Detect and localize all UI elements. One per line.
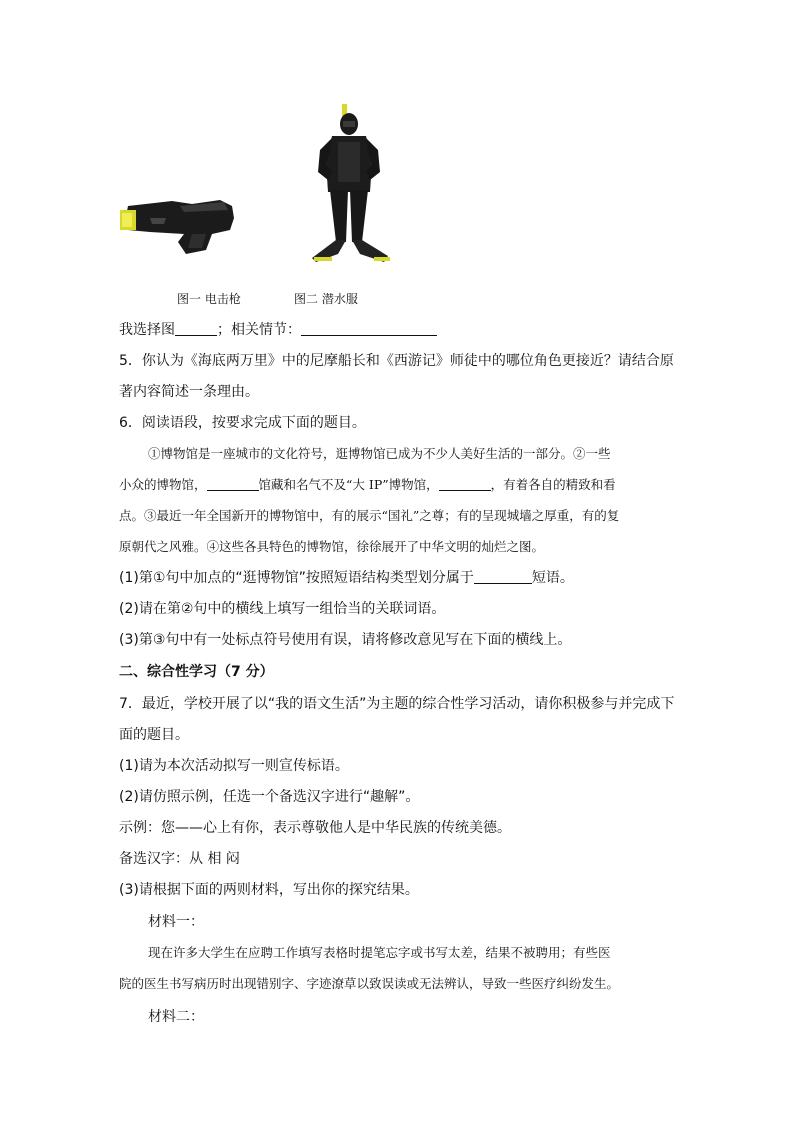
figure-caption-2: 图二 潜水服	[294, 292, 358, 306]
figure-blank[interactable]	[175, 321, 217, 336]
choose-figure-label: 我选择图	[119, 322, 175, 338]
material-1-line-1: 现在许多大学生在应聘工作填写表格时提笔忘字或书写太差，结果不被聘用；有些医	[148, 945, 611, 960]
candidate-characters: 备选汉字：从 相 闷	[119, 851, 240, 867]
subquestion-1-suffix: 短语。	[531, 570, 574, 586]
subquestion-2: (2)请在第②句中的横线上填写一组恰当的关联词语。	[119, 601, 446, 617]
question-5-line-1: 5．你认为《海底两万里》中的尼摩船长和《西游记》师徒中的哪位角色更接近？请结合原	[119, 353, 674, 369]
passage-line-3: 点。③最近一年全国新开的博物馆中，有的展示“国礼”之尊；有的呈现城墙之厚重，有的复	[119, 508, 620, 523]
question-7-sub-3: (3)请根据下面的两则材料，写出你的探究结果。	[119, 882, 419, 898]
passage-line-1: ①博物馆是一座城市的文化符号，逛博物馆已成为不少人美好生活的一部分。②一些	[148, 446, 611, 461]
passage-line-4: 原朝代之风雅。④这些各具特色的博物馆，徐徐展开了中华文明的灿烂之图。	[119, 539, 545, 554]
electric-gun-image	[120, 190, 248, 260]
material-2-label: 材料二：	[148, 1009, 204, 1025]
passage-line-2	[119, 475, 616, 495]
choose-figure-line	[119, 320, 437, 340]
question-6: 6．阅读语段，按要求完成下面的题目。	[119, 415, 366, 431]
material-1-line-2: 院的医生书写病历时出现错别字、字迹潦草以致误读或无法辨认，导致一些医疗纠纷发生。	[119, 976, 620, 991]
question-7-sub-2: (2)请仿照示例，任选一个备选汉字进行“趣解”。	[119, 789, 420, 805]
passage-line-2-part-1: 小众的博物馆，	[119, 477, 207, 492]
diving-suit-image	[292, 102, 402, 270]
subquestion-1-text: (1)第①句中加点的“逛博物馆”按照短语结构类型划分属于	[119, 570, 474, 586]
question-7-line-2: 面的题目。	[119, 727, 189, 743]
example-line: 示例：您——心上有你，表示尊敬他人是中华民族的传统美德。	[119, 820, 511, 836]
figure-caption-1: 图一 电击枪	[177, 292, 241, 306]
question-7-line-1: 7．最近，学校开展了以“我的语文生活”为主题的综合性学习活动，请你积极参与并完成下	[119, 696, 675, 712]
connective-blank-1[interactable]	[207, 476, 259, 491]
phrase-type-blank[interactable]	[474, 569, 532, 584]
subquestion-1	[119, 568, 574, 588]
related-plot-label: ；相关情节：	[217, 322, 301, 338]
material-1-label: 材料一：	[148, 914, 204, 930]
plot-blank[interactable]	[301, 321, 437, 336]
section-2-heading: 二、综合性学习（7 分）	[119, 664, 274, 680]
question-5-line-2: 著内容简述一条理由。	[119, 384, 259, 400]
subquestion-3: (3)第③句中有一处标点符号使用有误，请将修改意见写在下面的横线上。	[119, 632, 572, 648]
passage-line-2-part-2: 馆藏和名气不及“大 IP”博物馆，	[258, 477, 439, 492]
connective-blank-2[interactable]	[439, 476, 491, 491]
question-7-sub-1: (1)请为本次活动拟写一则宣传标语。	[119, 758, 349, 774]
passage-line-2-part-3: ，有着各自的精致和看	[490, 477, 616, 492]
